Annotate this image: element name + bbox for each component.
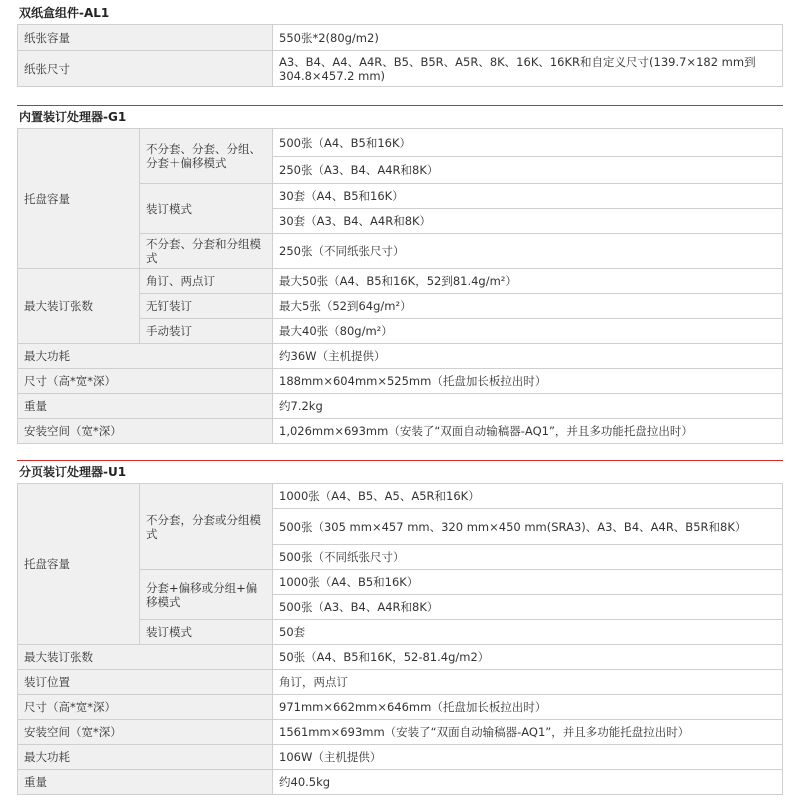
mode-label: 分套+偏移或分组+偏移模式 [140,570,273,620]
row-value: 500张（A3、B4、A4R和8K） [273,595,783,620]
table-row [18,129,783,157]
row-label: 纸张尺寸 [18,51,273,87]
row-value: A3、B4、A4、A4R、B5、B5R、A5R、8K、16K、16KR和自定义尺寸(139.7×182 mm到304.8×457.2 mm) [273,51,783,87]
row-value: 约36W（主机提供） [273,344,783,369]
row-value: 250张（A3、B4、A4R和8K） [273,157,783,184]
table-row [18,344,783,369]
row-value: 50张（A4、B5和16K，52-81.4g/m2） [273,645,783,670]
row-value: 30套（A4、B5和16K） [273,184,783,209]
row-value: 50套 [273,620,783,645]
section-title-u1: 分页装订处理器-U1 [17,460,783,483]
mode-label: 手动装订 [140,319,273,344]
row-value: 30套（A3、B4、A4R和8K） [273,209,783,234]
tray-capacity-label: 托盘容量 [18,129,140,269]
table-row [18,695,783,720]
row-label: 安装空间（宽*深） [18,720,273,745]
table-row [18,720,783,745]
row-value: 250张（不同纸张尺寸） [273,234,783,269]
row-label: 最大装订张数 [18,645,273,670]
table-row [18,419,783,444]
mode-label: 不分套，分套或分组模式 [140,484,273,570]
row-value: 1561mm×693mm（安装了“双面自动输稿器-AQ1”，并且多功能托盘拉出时） [273,720,783,745]
table-row [18,484,783,509]
table-row [18,745,783,770]
row-label: 重量 [18,394,273,419]
row-label: 尺寸（高*宽*深） [18,695,273,720]
mode-label: 不分套、分套和分组模式 [140,234,273,269]
section-title-al1: 双纸盒组件-AL1 [19,6,110,20]
row-value: 1000张（A4、B5和16K） [273,570,783,595]
row-label: 安装空间（宽*深） [18,419,273,444]
mode-label: 装订模式 [140,620,273,645]
row-value: 106W（主机提供） [273,745,783,770]
row-label: 装订位置 [18,670,273,695]
row-value: 500张（305 mm×457 mm、320 mm×450 mm(SRA3)、A3、B4、A4R、B5R和8K） [273,509,783,545]
row-value: 550张*2(80g/m2) [273,25,783,51]
row-label: 最大功耗 [18,344,273,369]
table-row [18,369,783,394]
row-value: 约40.5kg [273,770,783,795]
section-title-g1: 内置装订处理器-G1 [17,105,783,128]
row-value: 971mm×662mm×646mm（托盘加长板拉出时） [273,695,783,720]
mode-label: 角订、两点订 [140,269,273,294]
table-row [18,25,783,51]
row-value: 500张（不同纸张尺寸） [273,545,783,570]
row-label: 尺寸（高*宽*深） [18,369,273,394]
row-value: 角订，两点订 [273,670,783,695]
max-staple-label: 最大装订张数 [18,269,140,344]
row-value: 1,026mm×693mm（安装了“双面自动输稿器-AQ1”，并且多功能托盘拉出时） [273,419,783,444]
spec-table-u1 [17,483,783,795]
table-row [18,645,783,670]
tray-capacity-label: 托盘容量 [18,484,140,645]
row-label: 纸张容量 [18,25,273,51]
row-value: 1000张（A4、B5、A5、A5R和16K） [273,484,783,509]
table-row [18,770,783,795]
row-value: 最大5张（52到64g/m²） [273,294,783,319]
spec-table-g1 [17,128,783,444]
row-label: 最大功耗 [18,745,273,770]
row-value: 188mm×604mm×525mm（托盘加长板拉出时） [273,369,783,394]
row-label: 重量 [18,770,273,795]
section-al1 [17,2,783,87]
table-row [18,670,783,695]
section-u1 [17,460,783,795]
row-value: 最大40张（80g/m²） [273,319,783,344]
section-g1 [17,105,783,444]
mode-label: 装订模式 [140,184,273,234]
table-row [18,51,783,87]
row-value: 最大50张（A4、B5和16K，52到81.4g/m²） [273,269,783,294]
mode-label: 无钉装订 [140,294,273,319]
mode-label: 不分套、分套、分组、分套＋偏移模式 [140,129,273,184]
row-value: 约7.2kg [273,394,783,419]
spec-table-al1 [17,24,783,87]
row-value: 500张（A4、B5和16K） [273,129,783,157]
table-row [18,269,783,294]
table-row [18,394,783,419]
